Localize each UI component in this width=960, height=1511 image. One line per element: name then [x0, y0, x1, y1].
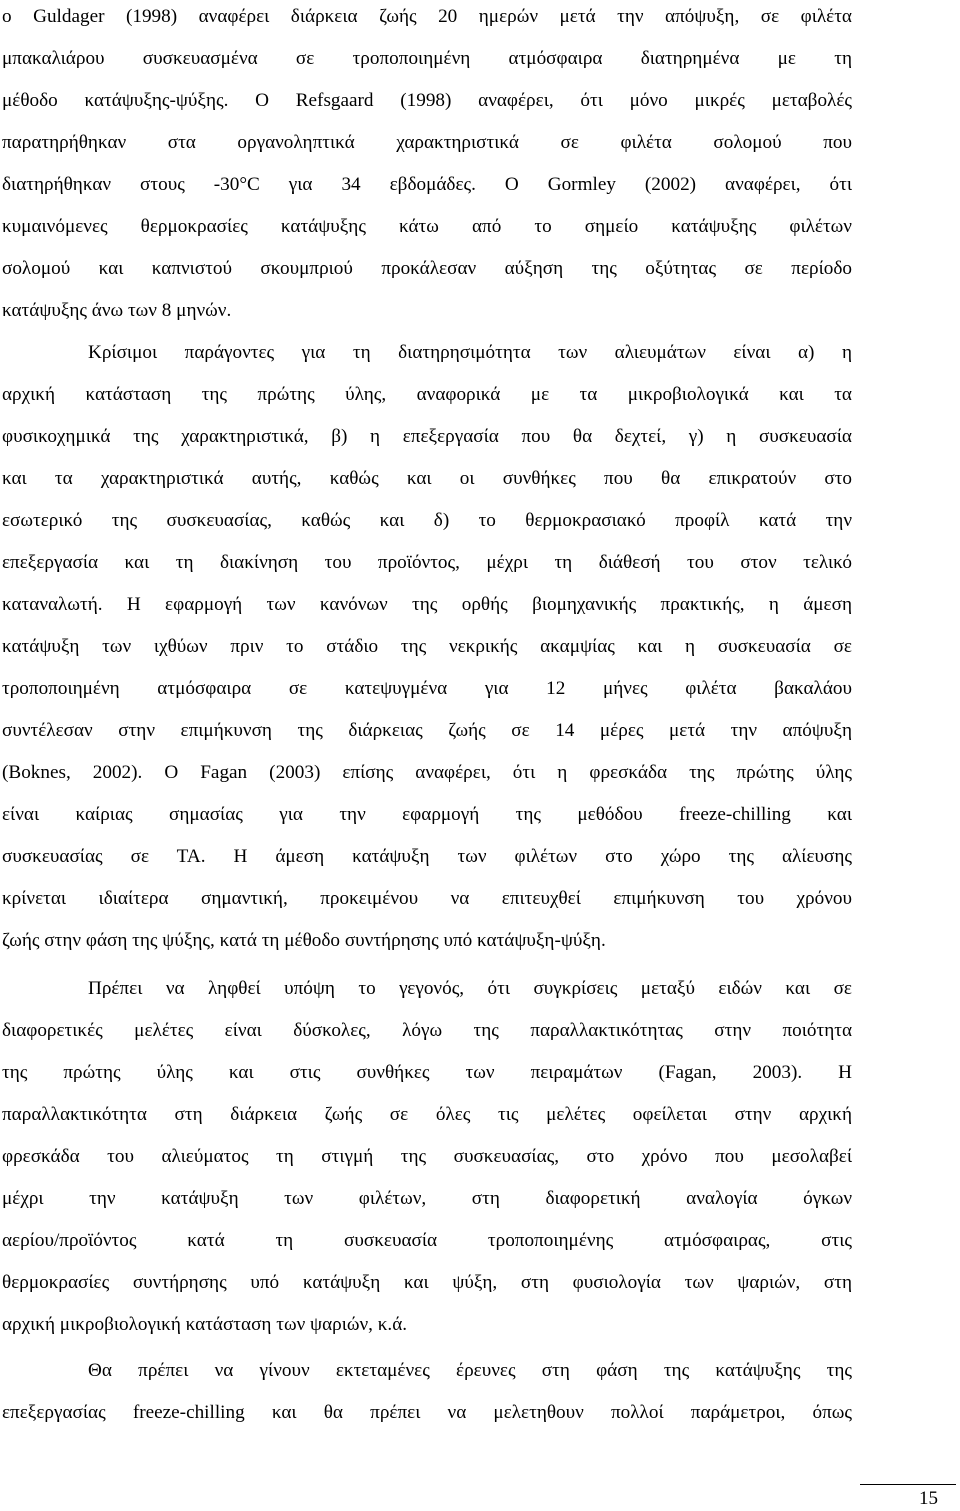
text-line: ζωής στην φάση της ψύξης, κατά τη μέθοδο συντήρησης υπό κατάψυξη-ψύξη.	[2, 930, 606, 951]
text-line: διαφορετικές μελέτες είναι δύσκολες, λόγω της παραλλακτικότητας στην ποιότητα	[2, 1020, 852, 1041]
text-line: κατάψυξης άνω των 8 μηνών.	[2, 300, 232, 321]
text-line: κατάψυξη των ιχθύων πριν το στάδιο της νεκρικής ακαμψίας και η συσκευασία σε	[2, 636, 852, 657]
text-line: ο Guldager (1998) αναφέρει διάρκεια ζωής 20 ημερών μετά την απόψυξη, σε φιλέτα	[2, 6, 852, 27]
text-line: παραλλακτικότητα στη διάρκεια ζωής σε όλες τις μελέτες οφείλεται στην αρχική	[2, 1104, 852, 1125]
text-line: καταναλωτή. Η εφαρμογή των κανόνων της ορθής βιομηχανικής πρακτικής, η άμεση	[2, 594, 852, 615]
text-line: φρεσκάδα του αλιεύματος τη στιγμή της συσκευασίας, στο χρόνο που μεσολαβεί	[2, 1146, 852, 1167]
text-line: αρχική κατάσταση της πρώτης ύλης, αναφορικά με τα μικροβιολογικά και τα	[2, 384, 852, 405]
paragraph-first-line: Κρίσιμοι παράγοντες για τη διατηρησιμότητα των αλιευμάτων είναι α) η	[88, 342, 852, 363]
text-line: κρίνεται ιδιαίτερα σημαντική, προκειμένου να επιτευχθεί επιμήκυνση του χρόνου	[2, 888, 852, 909]
paragraph-first-line: Πρέπει να ληφθεί υπόψη το γεγονός, ότι συγκρίσεις μεταξύ ειδών και σε	[88, 978, 852, 999]
text-line: αερίου/προϊόντος κατά τη συσκευασία τροποποιημένης ατμόσφαιρας, στις	[2, 1230, 852, 1251]
text-line: διατηρήθηκαν στους -30°C για 34 εβδομάδες. O Gormley (2002) αναφέρει, ότι	[2, 174, 852, 195]
text-line: επεξεργασία και τη διακίνηση του προϊόντος, μέχρι τη διάθεσή του στον τελικό	[2, 552, 852, 573]
text-line: της πρώτης ύλης και στις συνθήκες των πειραμάτων (Fagan, 2003). Η	[2, 1062, 852, 1083]
footer-rule	[860, 1484, 956, 1485]
text-line: επεξεργασίας freeze-chilling και θα πρέπει να μελετηθουν πολλοί παράμετροι, όπως	[2, 1402, 852, 1423]
text-line: θερμοκρασίες συντήρησης υπό κατάψυξη και ψύξη, στη φυσιολογία των ψαριών, στη	[2, 1272, 852, 1293]
text-line: συντέλεσαν στην επιμήκυνση της διάρκειας ζωής σε 14 μέρες μετά την απόψυξη	[2, 720, 852, 741]
text-line: παρατηρήθηκαν στα οργανοληπτικά χαρακτηριστικά σε φιλέτα σολομού που	[2, 132, 852, 153]
text-line: φυσικοχημικά της χαρακτηριστικά, β) η επεξεργασία που θα δεχτεί, γ) η συσκευασία	[2, 426, 852, 447]
text-line: μπακαλιάρου συσκευασμένα σε τροποποιημένη ατμόσφαιρα διατηρημένα με τη	[2, 48, 852, 69]
text-line: μέχρι την κατάψυξη των φιλέτων, στη διαφορετική αναλογία όγκων	[2, 1188, 852, 1209]
text-line: μέθοδο κατάψυξης-ψύξης. O Refsgaard (1998) αναφέρει, ότι μόνο μικρές μεταβολές	[2, 90, 852, 111]
text-line: εσωτερικό της συσκευασίας, καθώς και δ) το θερμοκρασιακό προφίλ κατά την	[2, 510, 852, 531]
text-line: συσκευασίας σε ΤΑ. Η άμεση κατάψυξη των φιλέτων στο χώρο της αλίευσης	[2, 846, 852, 867]
paragraph-first-line: Θα πρέπει να γίνουν εκτεταμένες έρευνες στη φάση της κατάψυξης της	[88, 1360, 852, 1381]
text-line: σολομού και καπνιστού σκουμπριού προκάλεσαν αύξηση της οξύτητας σε περίοδο	[2, 258, 852, 279]
text-line: (Boknes, 2002). O Fagan (2003) επίσης αναφέρει, ότι η φρεσκάδα της πρώτης ύλης	[2, 762, 852, 783]
text-line: κυμαινόμενες θερμοκρασίες κατάψυξης κάτω από το σημείο κατάψυξης φιλέτων	[2, 216, 852, 237]
text-line: τροποποιημένη ατμόσφαιρα σε κατεψυγμένα για 12 μήνες φιλέτα βακαλάου	[2, 678, 852, 699]
text-line: αρχική μικροβιολογική κατάσταση των ψαριών, κ.ά.	[2, 1314, 408, 1335]
text-line: είναι καίριας σημασίας για την εφαρμογή της μεθόδου freeze-chilling και	[2, 804, 852, 825]
text-line: και τα χαρακτηριστικά αυτής, καθώς και οι συνθήκες που θα επικρατούν στο	[2, 468, 852, 489]
page-number: 15	[919, 1488, 938, 1509]
